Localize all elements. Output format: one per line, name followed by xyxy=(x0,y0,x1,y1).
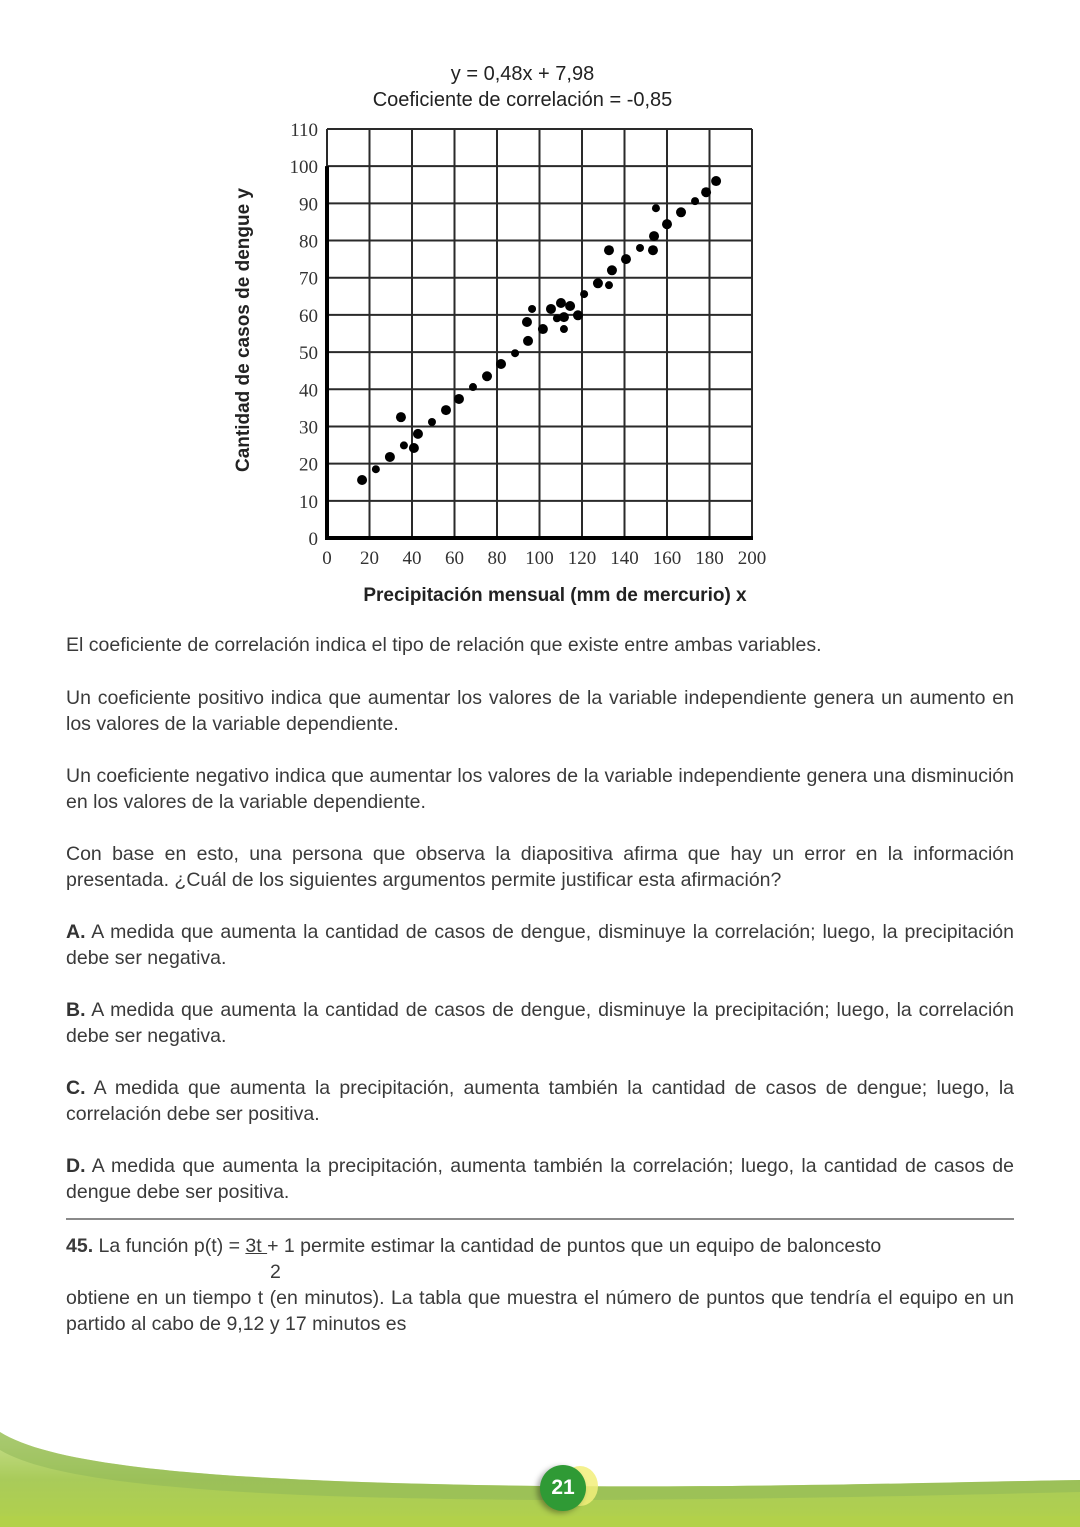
option-a[interactable] xyxy=(66,919,1014,971)
data-point xyxy=(523,336,533,346)
data-point xyxy=(711,176,721,186)
x-tick-label: 80 xyxy=(487,548,507,569)
data-point xyxy=(428,418,436,426)
y-tick-label: 70 xyxy=(299,268,318,290)
fraction-denominator: 2 xyxy=(270,1261,281,1283)
data-point xyxy=(556,298,566,308)
question-prompt: Con base en esto, una persona que observa la diapositiva afirma que hay un error en la información presentada. ¿Cuál de los siguientes argumentos permite justificar esta afirmación? xyxy=(66,843,1014,891)
data-point xyxy=(496,359,506,369)
y-tick-label: 10 xyxy=(299,491,318,513)
y-tick-label: 100 xyxy=(289,157,318,179)
option-a-text: A medida que aumenta la cantidad de casos de dengue, disminuye la correlación; luego, la precipitación debe ser negativa. xyxy=(66,921,1014,969)
data-point xyxy=(604,245,614,255)
y-tick-label: 20 xyxy=(299,454,318,476)
data-point xyxy=(648,245,658,255)
data-point xyxy=(400,441,408,449)
data-point xyxy=(649,231,659,241)
data-point xyxy=(372,465,380,473)
footer-wave xyxy=(0,1420,1080,1527)
regression-equation: y = 0,48x + 7,98 xyxy=(450,63,595,85)
question-45-line1 xyxy=(66,1233,1014,1259)
data-point xyxy=(409,443,419,453)
option-d-text: A medida que aumenta la precipitación, aumenta también la correlación; luego, la cantidad de casos de dengue debe ser positiva. xyxy=(66,1155,1014,1203)
data-point xyxy=(482,371,492,381)
y-tick-label: 50 xyxy=(299,343,318,365)
x-tick-label: 20 xyxy=(360,548,379,569)
option-b[interactable] xyxy=(66,997,1014,1049)
data-point xyxy=(662,219,672,229)
option-c[interactable] xyxy=(66,1075,1014,1127)
data-point xyxy=(528,305,536,313)
x-tick-label: 200 xyxy=(737,548,767,569)
data-point xyxy=(607,265,617,275)
option-c-text: A medida que aumenta la precipitación, aumenta también la cantidad de casos de dengue; luego, la correlación debe ser positiva. xyxy=(66,1077,1014,1125)
paragraph-negative-coefficient: Un coeficiente negativo indica que aumentar los valores de la variable independiente genera una disminución en los valores de la variable dependiente. xyxy=(66,765,1014,813)
data-point xyxy=(396,412,406,422)
question-45-body: obtiene en un tiempo t (en minutos). La tabla que muestra el número de puntos que tendría el equipo en un partido al cabo de 9,12 y 17 minutos es xyxy=(66,1287,1014,1335)
section-divider xyxy=(66,1218,1014,1220)
data-point xyxy=(385,452,395,462)
data-point xyxy=(441,405,451,415)
option-c-letter: C. xyxy=(66,1077,86,1099)
data-point xyxy=(522,317,532,327)
y-tick-label: 40 xyxy=(299,380,318,402)
data-point xyxy=(593,278,603,288)
fraction-numerator: 3t xyxy=(245,1235,268,1257)
paragraph-positive-coefficient: Un coeficiente positivo indica que aumentar los valores de la variable independiente genera un aumento en los valores de la variable dependiente. xyxy=(66,687,1014,735)
y-tick-label: 90 xyxy=(299,194,318,216)
scatter-plot xyxy=(0,0,1080,600)
y-tick-label: 110 xyxy=(290,120,318,141)
correlation-coefficient: Coeficiente de correlación = -0,85 xyxy=(372,89,673,111)
data-point xyxy=(636,244,644,252)
data-point xyxy=(538,324,548,334)
data-point xyxy=(691,197,699,205)
option-d-letter: D. xyxy=(66,1155,86,1177)
data-point xyxy=(573,310,583,320)
data-point xyxy=(546,304,556,314)
x-tick-label: 40 xyxy=(402,548,422,569)
question-45-intro: La función p(t) = xyxy=(93,1235,246,1257)
option-a-letter: A. xyxy=(66,921,86,943)
x-tick-label: 120 xyxy=(567,548,597,569)
x-tick-label: 100 xyxy=(525,548,554,569)
x-tick-label: 140 xyxy=(610,548,639,569)
y-tick-label: 0 xyxy=(308,529,318,550)
page-number-badge: 21 xyxy=(540,1465,586,1511)
data-point xyxy=(621,254,631,264)
data-point xyxy=(565,301,575,311)
y-axis-label-text: Cantidad de casos de dengue y xyxy=(233,187,254,473)
data-point xyxy=(580,290,588,298)
option-b-letter: B. xyxy=(66,999,86,1021)
x-tick-label: 60 xyxy=(445,548,464,569)
question-45-number: 45. xyxy=(66,1235,94,1257)
option-d[interactable] xyxy=(66,1153,1014,1205)
question-45-after: + 1 permite estimar la cantidad de puntos que un equipo de baloncesto xyxy=(267,1235,882,1257)
data-point xyxy=(454,394,464,404)
data-point xyxy=(357,475,367,485)
data-point xyxy=(652,204,660,212)
data-point xyxy=(605,281,613,289)
data-point xyxy=(511,349,519,357)
data-point xyxy=(559,312,569,322)
x-tick-label: 0 xyxy=(322,548,332,569)
x-tick-label: 160 xyxy=(652,548,682,569)
option-b-text: A medida que aumenta la cantidad de casos de dengue, disminuye la precipitación; luego, la correlación debe ser negativa. xyxy=(66,999,1014,1047)
data-point xyxy=(469,383,477,391)
x-tick-label: 180 xyxy=(695,548,724,569)
x-axis-label: Precipitación mensual (mm de mercurio) x xyxy=(363,585,747,606)
paragraph-correlation-intro: El coeficiente de correlación indica el tipo de relación que existe entre ambas variables. xyxy=(66,634,822,656)
data-point xyxy=(413,429,423,439)
y-tick-label: 30 xyxy=(299,417,318,439)
y-tick-label: 80 xyxy=(299,231,318,253)
data-point xyxy=(701,187,711,197)
data-point xyxy=(560,325,568,333)
y-tick-label: 60 xyxy=(299,305,318,327)
data-point xyxy=(676,207,686,217)
